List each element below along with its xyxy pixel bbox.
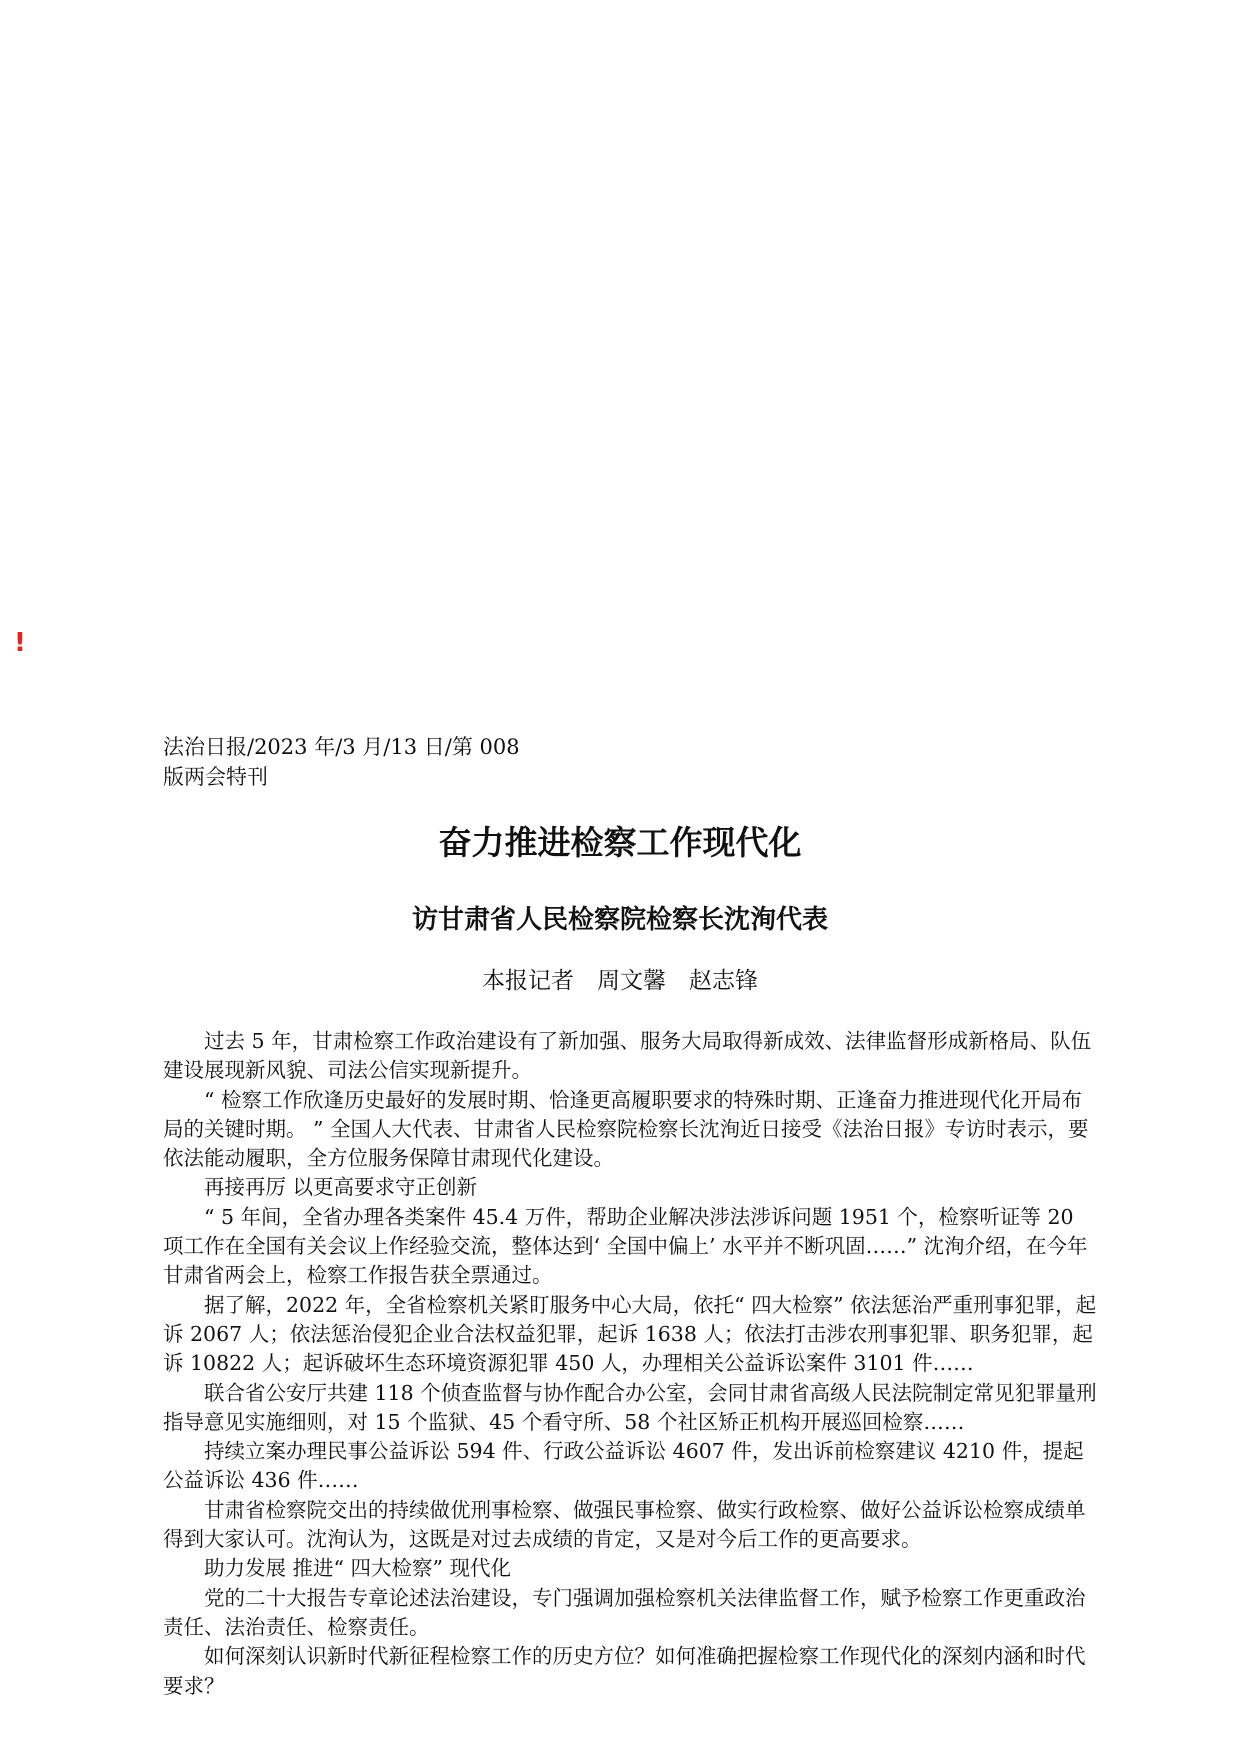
source-line: 法治日报/2023 年/3 月/13 日/第 008 版两会特刊	[163, 735, 520, 789]
paragraph: 如何深刻认识新时代新征程检察工作的历史方位？如何准确把握检察工作现代化的深刻内涵和时代要求？	[163, 1644, 1086, 1698]
paragraph: 持续立案办理民事公益诉讼 594 件、行政公益诉讼 4607 件，发出诉前检察建议 4210 件，提起公益诉讼 436 件……	[163, 1439, 1084, 1493]
paragraph: 过去 5 年，甘肃检察工作政治建设有了新加强、服务大局取得新成效、法律监督形成新格局、队伍建设展现新风貌、司法公信实现新提升。	[163, 1029, 1092, 1083]
section-heading: 再接再厉 以更高要求守正创新	[204, 1175, 478, 1200]
article-byline: 本报记者 周文馨 赵志锋	[482, 968, 758, 994]
section-heading: 助力发展 推进“ 四大检察” 现代化	[204, 1556, 512, 1581]
paragraph: “ 检察工作欣逢历史最好的发展时期、恰逢更高履职要求的特殊时期、正逢奋力推进现代化开局布局的关键时期。 ” 全国人大代表、甘肃省人民检察院检察长沈洵近日接受《法治日报》专访时表示，要依法能动履职，全方位服务保障甘肃现代化建设。	[163, 1087, 1089, 1171]
paragraph: 据了解，2022 年，全省检察机关紧盯服务中心大局，依托“ 四大检察” 依法惩治严重刑事犯罪，起诉 2067 人；依法惩治侵犯企业合法权益犯罪，起诉 1638 人；依法打击涉农刑事犯罪、职务犯罪，起诉 10822 人；起诉破坏生态环境资源犯罪 450 人，办理相关公益诉讼案件 3101 件……	[163, 1292, 1097, 1376]
paragraph: “ 5 年间，全省办理各类案件 45.4 万件，帮助企业解决涉法涉诉问题 1951 个，检察听证等 20 项工作在全国有关会议上作经验交流，整体达到‘ 全国中偏上’ 水平并不断巩固……” 沈洵介绍，在今年甘肃省两会上，检察工作报告获全票通过。	[163, 1204, 1088, 1288]
paragraph: 甘肃省检察院交出的持续做优刑事检察、做强民事检察、做实行政检察、做好公益诉讼检察成绩单得到大家认可。沈洵认为，这既是对过去成绩的肯定，又是对今后工作的更高要求。	[163, 1497, 1086, 1552]
paragraph: 联合省公安厅共建 118 个侦查监督与协作配合办公室，会同甘肃省高级人民法院制定常见犯罪量刑指导意见实施细则，对 15 个监狱、45 个看守所、58 个社区矫正机构开展巡回检察……	[163, 1380, 1097, 1434]
red-exclamation-mark: !	[14, 628, 26, 658]
paragraph: 党的二十大报告专章论述法治建设，专门强调加强检察机关法律监督工作，赋予检察工作更重政治责任、法治责任、检察责任。	[163, 1585, 1086, 1639]
article-subtitle: 访甘肃省人民检察院检察长沈洵代表	[411, 905, 828, 935]
article-body	[163, 1027, 1098, 1701]
article-title: 奋力推进检察工作现代化	[438, 823, 802, 862]
